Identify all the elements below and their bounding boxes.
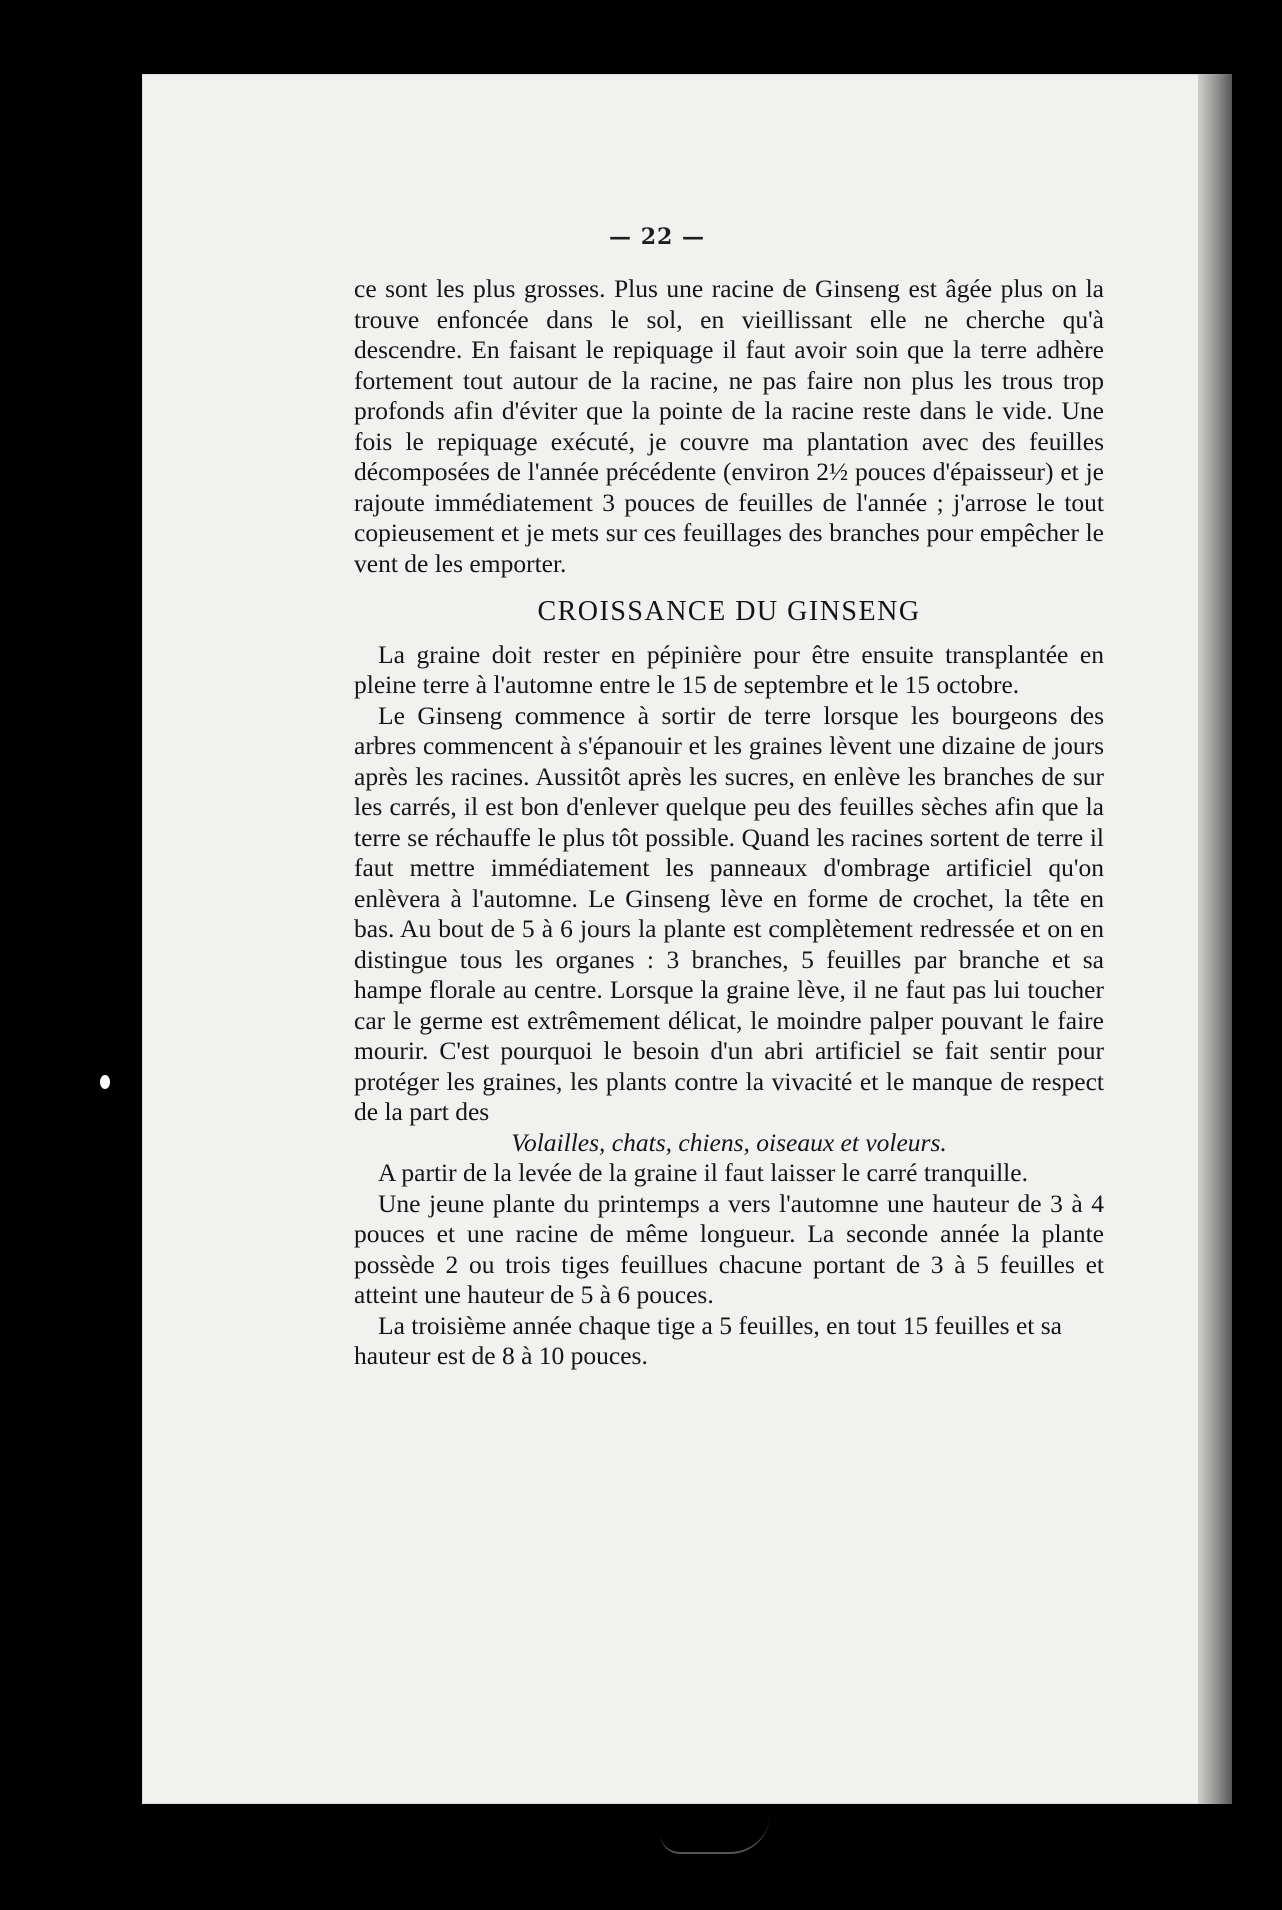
scan-speck (100, 1075, 110, 1089)
section-heading: CROISSANCE DU GINSENG (537, 596, 921, 627)
paragraph-young-plant: Une jeune plante du printemps a vers l'automne une hauteur de 3 à 4 pouces et une racine de même longueur. La seconde année la plante possède 2 ou trois tiges feuillues chacune portant de 3 à 5 feuilles et atteint une hauteur de 5 à 6 pouces. (354, 1188, 1104, 1309)
page-number: — 22 — (609, 224, 705, 250)
paragraph-third-year: La troisième année chaque tige a 5 feuilles, en tout 15 feuilles et sa hauteur est de 8 à 10 pouces. (354, 1310, 1062, 1370)
scan-scribble (660, 1812, 770, 1854)
opening-paragraph: ce sont les plus grosses. Plus une racine de Ginseng est âgée plus on la trouve enfoncée dans le sol, en vieillissant elle ne cherche qu'à descendre. En faisant le repiquage il faut avoir soin que la terre adhère fortement tout autour de la racine, ne pas faire non plus les trous trop profonds afin d'éviter que la pointe de la racine reste dans le vide. Une fois le repiquage exécuté, je couvre ma plantation avec des feuilles décomposées de l'année précédente (environ 2½ pouces d'épaisseur) et je rajoute immédiatement 3 pouces de feuilles de l'année ; j'arrose le tout copieusement et je mets sur ces feuillages des branches pour empêcher le vent de les emporter. (354, 274, 1104, 578)
page-edge-shadow (1198, 74, 1232, 1804)
paragraph-transplant: La graine doit rester en pépinière pour être ensuite transplantée en pleine terre à l'automne entre le 15 de septembre et le 15 octobre. (354, 639, 1104, 699)
book-page (142, 74, 1232, 1804)
page-body (354, 274, 1104, 1372)
italic-line: Volailles, chats, chiens, oiseaux et voleurs. (511, 1127, 947, 1157)
paragraph-tranquil: A partir de la levée de la graine il faut laisser le carré tranquille. (378, 1158, 1028, 1187)
paragraph-growth: Le Ginseng commence à sortir de terre lorsque les bourgeons des arbres commencent à s'épanouir et les graines lèvent une dizaine de jours après les racines. Aussitôt après les sucres, en enlève les branches de sur les carrés, il est bon d'enlever quelque peu des feuilles sèches afin que la terre se réchauffe le plus tôt possible. Quand les racines sortent de terre il faut mettre immédiatement les panneaux d'ombrage artificiel qu'on enlèvera à l'automne. Le Ginseng lève en forme de crochet, la tête en bas. Au bout de 5 à 6 jours la plante est complètement redressée et on en distingue tous les organes : 3 branches, 5 feuilles par branche et sa hampe florale au centre. Lorsque la graine lève, il ne faut pas lui toucher car le germe est extrêmement délicat, le moindre palper pouvant le faire mourir. C'est pourquoi le besoin d'un abri artificiel se fait sentir pour protéger les graines, les plants contre la vivacité et le manque de respect de la part des (354, 700, 1104, 1126)
